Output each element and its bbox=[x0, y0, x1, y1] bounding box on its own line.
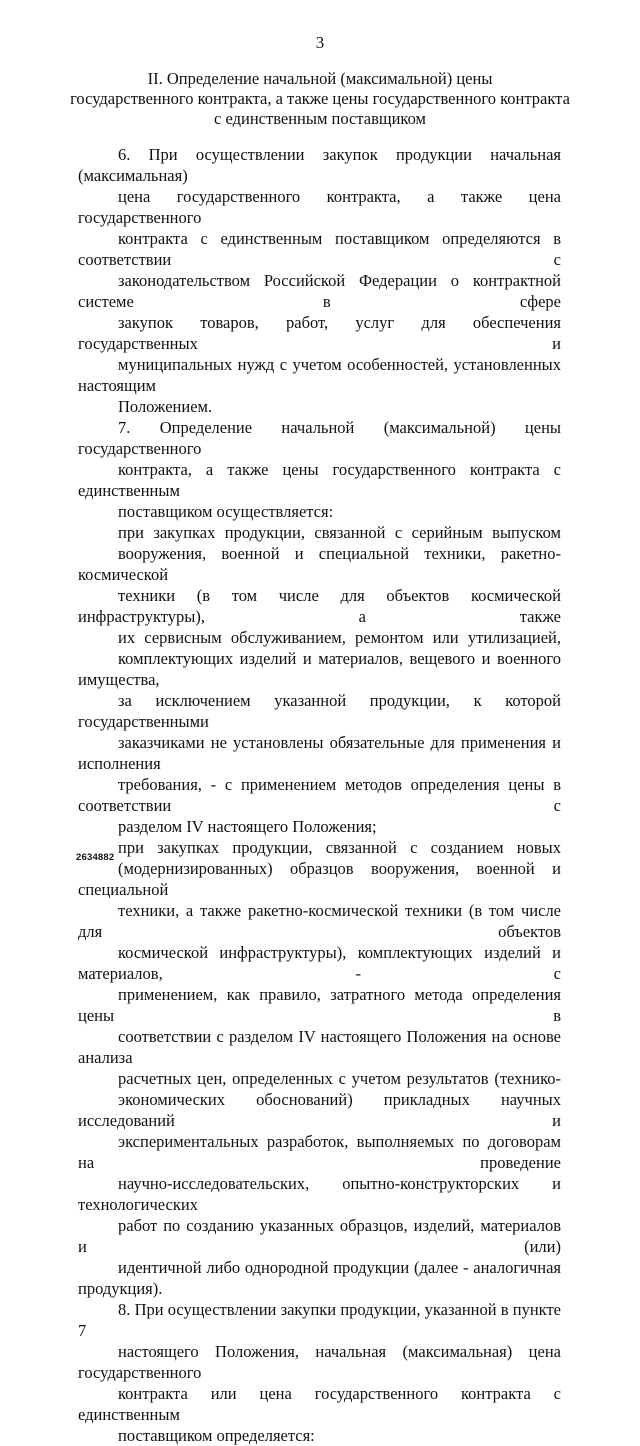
paragraph-line: поставщиком осуществляется: bbox=[118, 502, 334, 521]
document-body bbox=[78, 144, 561, 1446]
paragraph-line: идентичной либо однородной продукции (далее - аналогичная продукция). bbox=[78, 1258, 561, 1298]
paragraph-line: настоящего Положения, начальная (максимальная) цена государственного bbox=[78, 1342, 561, 1382]
paragraph-line: работ по созданию указанных образцов, изделий, материалов и (или) bbox=[78, 1216, 561, 1256]
paragraph-line: 6. При осуществлении закупок продукции начальная (максимальная) bbox=[78, 145, 561, 185]
paragraph-line: контракта, а также цены государственного контракта с единственным bbox=[78, 460, 561, 500]
paragraph-line: техники, а также ракетно-космической техники (в том числе для объектов bbox=[78, 901, 561, 941]
paragraph-line: экономических обоснований) прикладных научных исследований и bbox=[78, 1090, 561, 1130]
paragraph-line: требования, - с применением методов определения цены в соответствии с bbox=[78, 775, 561, 815]
paragraph-line: при закупках продукции, связанной с серийным выпуском bbox=[118, 523, 561, 542]
document-id: 2634882 bbox=[76, 852, 115, 863]
paragraph-line: разделом IV настоящего Положения; bbox=[118, 817, 377, 836]
paragraph-line: законодательством Российской Федерации о контрактной системе в сфере bbox=[78, 271, 561, 311]
paragraph-line: при закупках продукции, связанной с созданием новых bbox=[118, 838, 561, 857]
paragraph-line: закупок товаров, работ, услуг для обеспечения государственных и bbox=[78, 313, 561, 353]
paragraph-8 bbox=[78, 1299, 561, 1446]
paragraph-line: (модернизированных) образцов вооружения, военной и специальной bbox=[78, 859, 561, 899]
section-heading-line: государственного контракта, а также цены государственного контракта bbox=[70, 89, 570, 108]
paragraph-line: 7. Определение начальной (максимальной) цены государственного bbox=[78, 418, 561, 458]
paragraph-7-new-development bbox=[78, 837, 561, 1299]
paragraph-line: космической инфраструктуры), комплектующих изделий и материалов, - с bbox=[78, 943, 561, 983]
paragraph-line: поставщиком определяется: bbox=[118, 1426, 315, 1445]
paragraph-6 bbox=[78, 144, 561, 417]
paragraph-line: контракта с единственным поставщиком определяются в соответствии с bbox=[78, 229, 561, 269]
paragraph-line: Положением. bbox=[118, 397, 213, 416]
paragraph-line: их сервисным обслуживанием, ремонтом или утилизацией, bbox=[118, 628, 561, 647]
paragraph-line: цена государственного контракта, а также цена государственного bbox=[78, 187, 561, 227]
paragraph-line: экспериментальных разработок, выполняемых по договорам на проведение bbox=[78, 1132, 561, 1172]
section-heading bbox=[60, 69, 580, 129]
paragraph-line: комплектующих изделий и материалов, вещевого и военного имущества, bbox=[78, 649, 561, 689]
paragraph-line: контракта или цена государственного контракта с единственным bbox=[78, 1384, 561, 1424]
paragraph-line: вооружения, военной и специальной техники, ракетно-космической bbox=[78, 544, 561, 584]
paragraph-line: применением, как правило, затратного метода определения цены в bbox=[78, 985, 561, 1025]
paragraph-line: расчетных цен, определенных с учетом результатов (технико- bbox=[118, 1069, 561, 1088]
paragraph-line: 8. При осуществлении закупки продукции, указанной в пункте 7 bbox=[78, 1300, 561, 1340]
section-heading-line: II. Определение начальной (максимальной) цены bbox=[147, 69, 493, 88]
paragraph-line: муниципальных нужд с учетом особенностей, установленных настоящим bbox=[78, 355, 561, 395]
paragraph-7 bbox=[78, 417, 561, 522]
section-heading-line: с единственным поставщиком bbox=[214, 109, 426, 128]
paragraph-line: заказчиками не установлены обязательные для применения и исполнения bbox=[78, 733, 561, 773]
paragraph-line: за исключением указанной продукции, к которой государственными bbox=[78, 691, 561, 731]
paragraph-line: соответствии с разделом IV настоящего Положения на основе анализа bbox=[78, 1027, 561, 1067]
paragraph-7-serial-production bbox=[78, 522, 561, 837]
paragraph-line: техники (в том числе для объектов космической инфраструктуры), а также bbox=[78, 586, 561, 626]
page-number: 3 bbox=[315, 33, 325, 52]
paragraph-line: научно-исследовательских, опытно-конструкторских и технологических bbox=[78, 1174, 561, 1214]
